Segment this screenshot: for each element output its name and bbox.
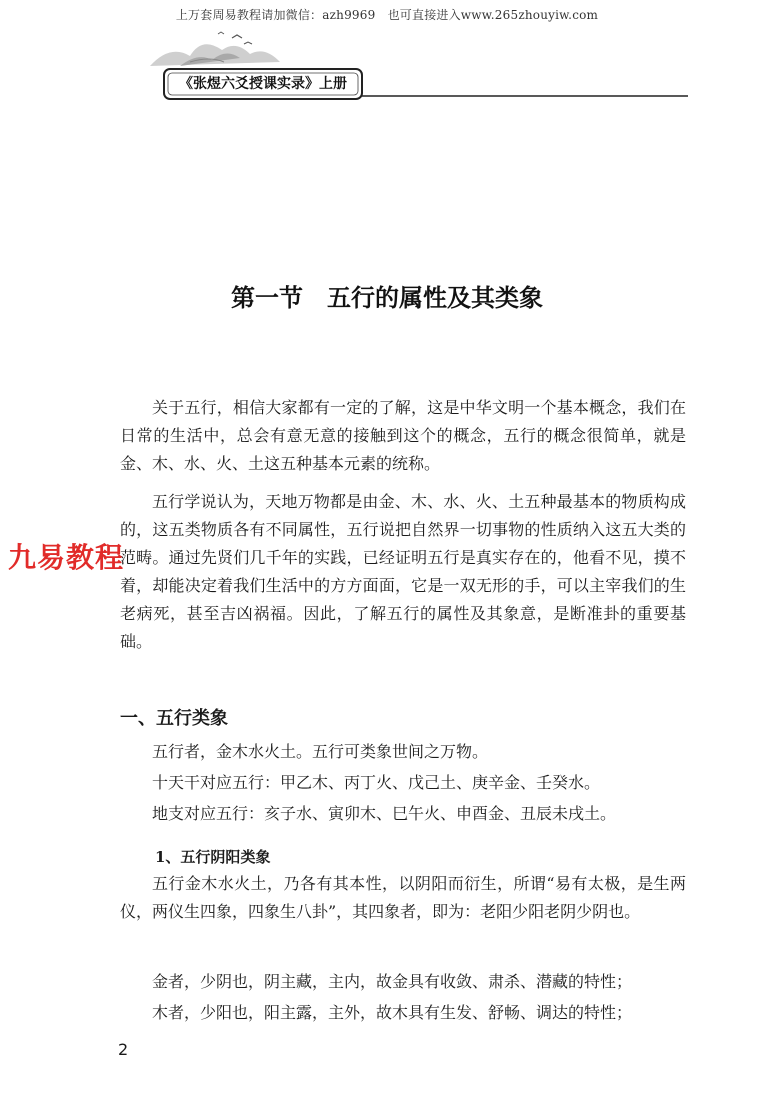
text-line: 地支对应五行：亥子水、寅卯木、巳午火、申酉金、丑辰未戌土。 [152, 804, 617, 823]
watermark: 九易教程 [8, 541, 125, 574]
paragraph-theory: 五行学说认为，天地万物都是由金、木、水、火、土五种最基本的物质构成的，这五类物质各有不同属性，五行说把自然界一切事物的性质纳入这五大类的范畴。通过先贤们几千年的实践，已经证明五行是真实存在的，他看不见，摸不着，却能决定着我们生活中的方方面面，它是一双无形的手，可以主宰我们的生老病死，甚至吉凶祸福。因此，了解五行的属性及其象意，是断准卦的重要基础。 [120, 492, 686, 651]
trait-line-wood: 木者，少阳也，阳主露，主外，故木具有生发、舒畅、调达的特性； [152, 1003, 633, 1022]
paragraph-intro: 关于五行，相信大家都有一定的了解，这是中华文明一个基本概念，我们在日常的生活中，总会有意无意的接触到这个的概念，五行的概念很简单，就是金、木、水、火、土这五种基本元素的统称。 [120, 398, 686, 473]
subsection-heading: 一、五行类象 [120, 708, 228, 729]
bird-icon [244, 42, 252, 44]
text-line: 十天干对应五行：甲乙木、丙丁火、戊己土、庚辛金、壬癸水。 [152, 773, 601, 792]
mountain-illustration [150, 44, 280, 66]
paragraph-yinyang: 五行金木水火土，乃各有其本性，以阴阳而衍生，所谓“易有太极，是生两仪，两仪生四象，四象生八卦”，其四象者，即为：老阳少阳老阴少阴也。 [120, 874, 686, 921]
trait-line-metal: 金者，少阴也，阴主藏，主内，故金具有收敛、肃杀、潜藏的特性； [152, 972, 633, 991]
page-number: 2 [118, 1040, 129, 1059]
top-banner: 上万套周易教程请加微信：azh9969 也可直接进入www.265zhouyiw.com [175, 8, 599, 22]
section-title: 第一节 五行的属性及其类象 [231, 283, 543, 313]
book-title: 《张煜六爻授课实录》上册 [179, 76, 347, 92]
bird-icon [232, 35, 242, 38]
text-line: 五行者，金木水火土。五行可类象世间之万物。 [152, 742, 489, 761]
sub-heading: 1、五行阴阳类象 [155, 848, 271, 866]
bird-icon [218, 32, 224, 34]
